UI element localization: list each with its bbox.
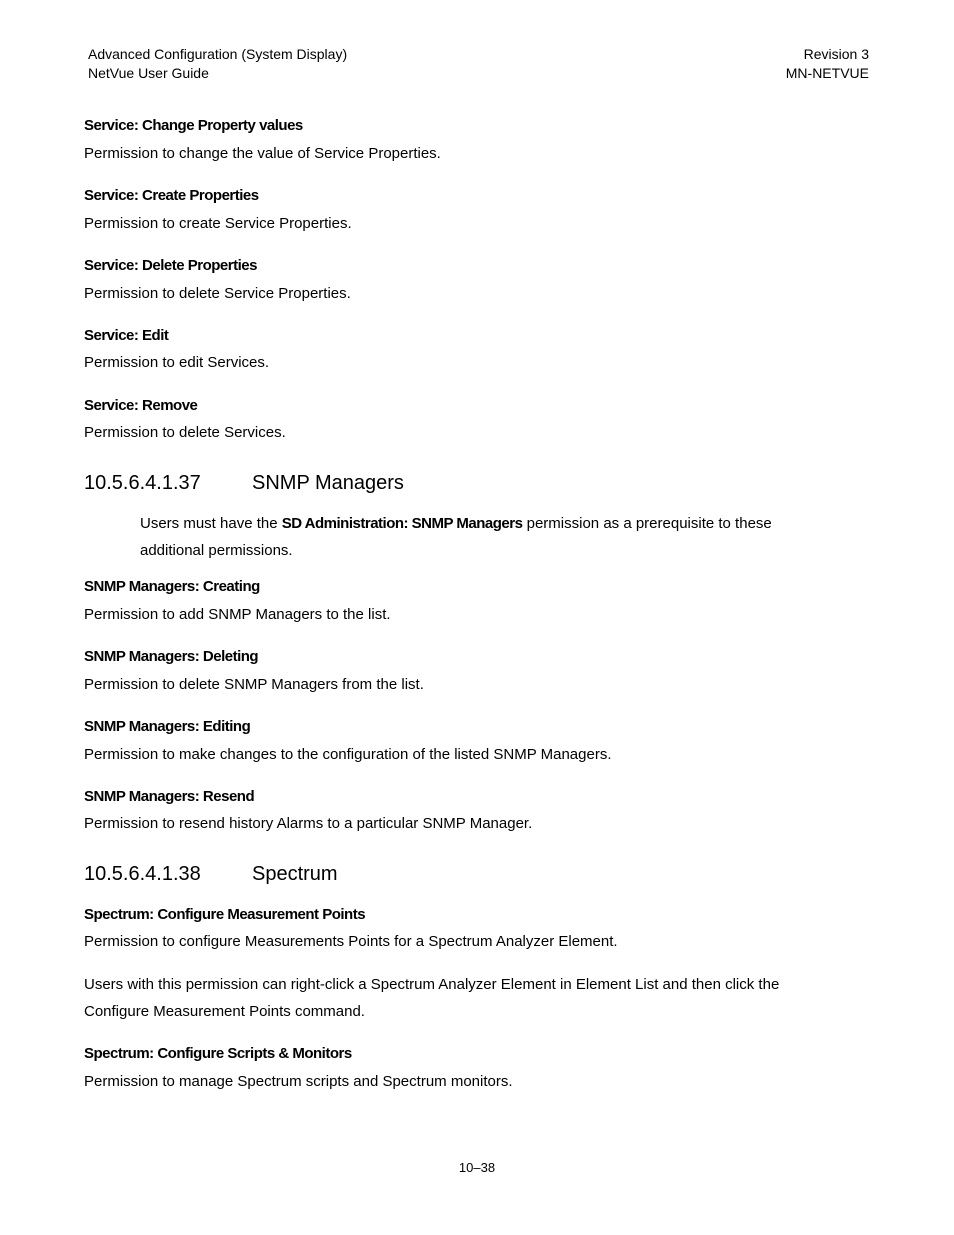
permission-title: Service: Create Properties	[84, 187, 259, 204]
header-guide-title: NetVue User Guide	[88, 65, 209, 81]
page-header-left	[88, 45, 347, 83]
section-title: Spectrum	[252, 863, 338, 885]
permission-description: Permission to resend history Alarms to a particular SNMP Manager.	[84, 815, 533, 832]
permission-description: Permission to delete Services.	[84, 424, 286, 441]
permission-title: Service: Delete Properties	[84, 257, 257, 274]
section-number: 10.5.6.4.1.37	[84, 472, 201, 494]
permission-description: Permission to delete SNMP Managers from the list.	[84, 676, 424, 693]
permission-usage-note	[84, 971, 884, 1025]
note-text: Users with this permission can right-click a Spectrum Analyzer Element in Element List and then click the	[84, 976, 780, 993]
permission-description: Permission to edit Services.	[84, 354, 270, 371]
page-header-right	[786, 45, 869, 83]
note-text: permission as a prerequisite to these	[522, 515, 772, 532]
note-text: additional permissions.	[140, 542, 293, 559]
permission-description: Permission to add SNMP Managers to the list.	[84, 606, 391, 623]
permission-description: Permission to manage Spectrum scripts and Spectrum monitors.	[84, 1073, 513, 1090]
section-title: SNMP Managers	[252, 472, 404, 494]
permission-description: Permission to configure Measurements Points for a Spectrum Analyzer Element.	[84, 933, 618, 950]
permission-title: Spectrum: Configure Measurement Points	[84, 906, 366, 923]
permission-title: Spectrum: Configure Scripts & Monitors	[84, 1045, 352, 1062]
permission-title: SNMP Managers: Creating	[84, 578, 260, 595]
section-heading-snmp-managers	[84, 472, 404, 495]
permission-title: Service: Remove	[84, 397, 198, 414]
permission-title: Service: Edit	[84, 327, 169, 344]
permission-description: Permission to make changes to the configuration of the listed SNMP Managers.	[84, 746, 612, 763]
permission-title: SNMP Managers: Deleting	[84, 648, 259, 665]
section-heading-spectrum	[84, 863, 338, 886]
permission-title: SNMP Managers: Editing	[84, 718, 251, 735]
note-permission-name: SD Administration: SNMP Managers	[281, 515, 523, 532]
permission-description: Permission to change the value of Service Properties.	[84, 145, 441, 162]
page-number: 10–38	[458, 1160, 496, 1175]
header-revision: Revision 3	[803, 46, 869, 62]
header-chapter-title: Advanced Configuration (System Display)	[88, 46, 348, 62]
section-number: 10.5.6.4.1.38	[84, 863, 201, 885]
permission-description: Permission to create Service Properties.	[84, 215, 352, 232]
header-document-id: MN-NETVUE	[785, 65, 869, 81]
permission-title: Service: Change Property values	[84, 117, 303, 134]
note-text: Users must have the	[140, 515, 282, 532]
permission-description: Permission to delete Service Properties.	[84, 285, 351, 302]
note-text: Configure Measurement Points command.	[84, 1003, 365, 1020]
prerequisite-note	[140, 510, 840, 564]
permission-title: SNMP Managers: Resend	[84, 788, 255, 805]
